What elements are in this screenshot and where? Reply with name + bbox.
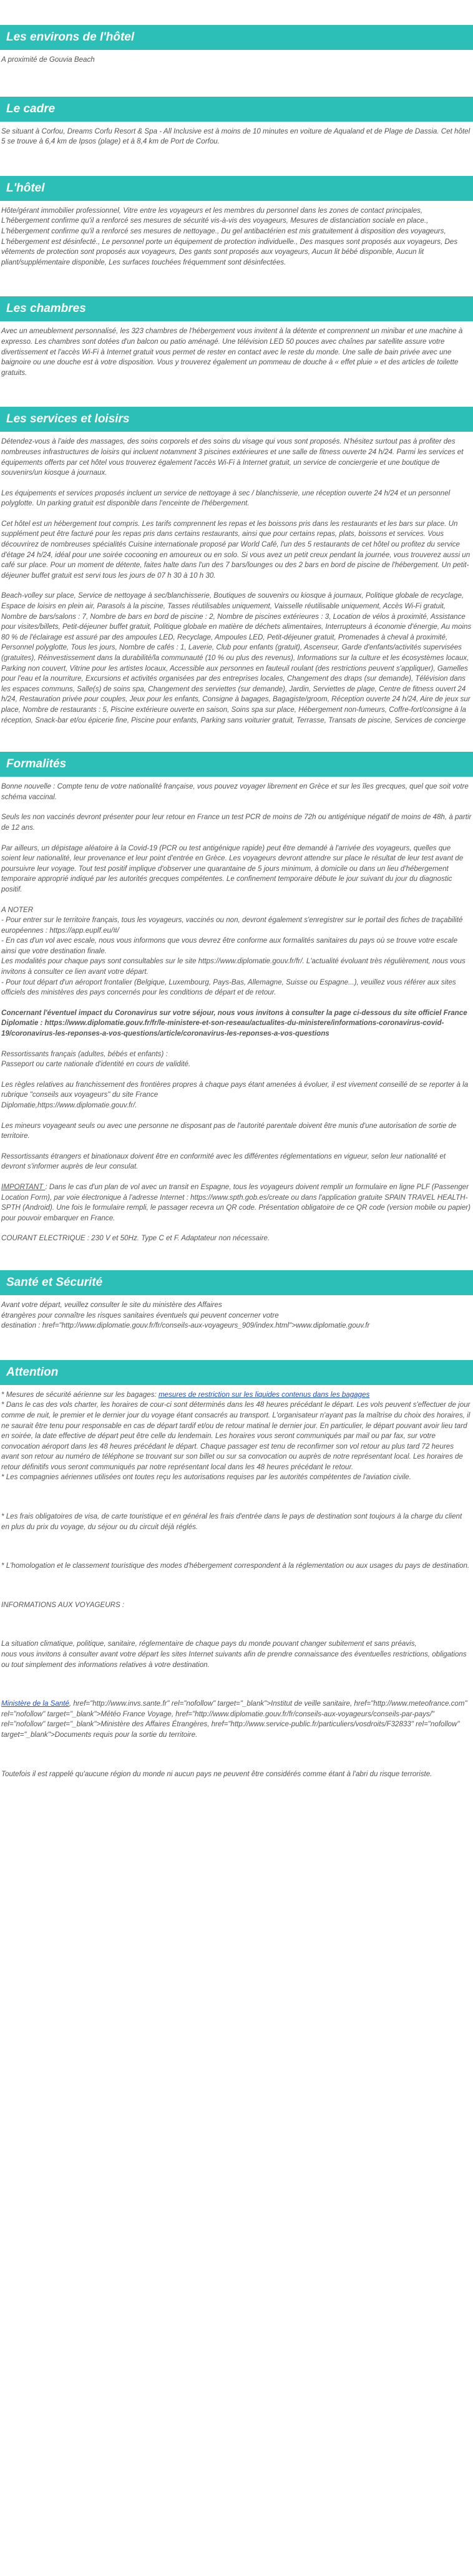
sante-line: étrangères pour connaître les risques sanitaires éventuels qui peuvent concerner votre — [1, 1311, 279, 1320]
section-title-chambres: Les chambres — [0, 296, 473, 321]
environs-text: A proximité de Gouvia Beach — [1, 56, 95, 64]
section-title-cadre: Le cadre — [0, 97, 473, 122]
section-body-formalites — [0, 777, 473, 1244]
ressortissants-francais — [1, 1049, 472, 1070]
climat-notice: La situation climatique, politique, sanitaire, réglementaire de chaque pays du monde pouvant changer subitement et sans préavis, — [1, 1640, 417, 1648]
sante-line: destination : href="http://www.diplomatie.gouv.fr/fr/conseils-aux-voyageurs_909/index.html">www.diplomatie.gouv.fr — [1, 1321, 370, 1330]
spacer — [1, 1582, 472, 1600]
section-sante — [0, 1270, 473, 1331]
spacer — [1, 1680, 472, 1699]
services-paragraph-1: Détendez-vous à l'aide des massages, des soins corporels et des soins du visage qui vous sont proposés. N'hésitez surtout pas à profiter des nombreuses infrastructures de loisirs qui incluent notamment 3 piscines extérieures et une salle de fitness ouverte 24 h/24. Parmi les services et équipements offerts par cet hôtel vous trouverez également l'accès Wi-Fi à Internet gratuit, un service de conciergerie et une boutique de souvenirs/un kiosque à journaux. — [1, 437, 464, 477]
mineurs-notice: Les mineurs voyageant seuls ou avec une personne ne disposant pas de l'autorité parentale doivent être munis d'une autorisation de sortie de territoire. — [1, 1121, 457, 1140]
ressortissants-etrangers: Ressortissants étrangers et binationaux doivent être en conformité avec les différentes réglementations en vigueur, selon leur nationalité et devront s'informer auprès de leur consulat. — [1, 1152, 446, 1171]
a-noter-line: - Pour tout départ d'un aéroport frontalier (Belgique, Luxembourg, Pays-Bas, Allemagne, Suisse ou Espagne...), veuillez vous référer aux sites officiels des ministères des pays concernés pour les conditions de départ et de retour. — [1, 978, 456, 997]
formalites-paragraph-1: Bonne nouvelle : Compte tenu de votre nationalité française, vous pouvez voyager librement en Grèce et sur les îles grecques, quel que soit votre schéma vaccinal. — [1, 782, 469, 801]
section-cadre — [0, 97, 473, 147]
section-title-environs: Les environs de l'hôtel — [0, 25, 473, 50]
section-body-chambres — [0, 321, 473, 378]
attention-visa: * Les frais obligatoires de visa, de carte touristique et en général les frais d'entrée dans le pays de destination sont toujours à la charge du client en plus du prix du voyage, du séjour ou du circuit déjà réglés. — [1, 1512, 462, 1531]
formalites-paragraph-3: Par ailleurs, un dépistage aléatoire à la Covid-19 (PCR ou test antigénique rapide) peut être demandé à l'arrivée des voyageurs, quelles que soient leur nationalité, leur provenance et leur point d'entrée en Grèce. Les voyageurs devront attendre sur place le résultat de leur test avant de poursuivre leur voyage. Tout test positif implique d'observer une quarantaine de 5 jours minimum, à domicile ou dans un lieu d'hébergement temporaire approprié indiqué par les autorités grecques compétentes. Le confinement temporaire débute le jour suivant du jour du diagnostic positif. — [1, 843, 464, 893]
chambres-text: Avec un ameublement personnalisé, les 323 chambres de l'hébergement vous invitent à la détente et comprennent un minibar et une machine à expresso. Les chambres sont dotées d'un balcon ou patio aménagé. Une télévision LED 50 pouces avec chaînes par satellite assure votre divertissement et l'accès Wi-Fi à Internet gratuit vous permet de rester en contact avec le reste du monde. Une salle de bain privée avec une baignoire ou une douche est à votre disposition. Vous y trouverez également un pommeau de douche à « effet pluie » et des articles de toilette gratuits. — [1, 327, 463, 377]
important-notice — [1, 1182, 472, 1223]
important-label: IMPORTANT — [1, 1182, 46, 1191]
sante-text — [1, 1300, 472, 1331]
section-title-hotel: L'hôtel — [0, 176, 473, 201]
section-body-hotel — [0, 201, 473, 268]
sante-line: Avant votre départ, veuillez consulter le site du ministère des Affaires — [1, 1300, 222, 1309]
section-title-attention: Attention — [0, 1360, 473, 1385]
important-text: : Dans le cas d'un plan de vol avec un transit en Espagne, tous les voyageurs doivent remplir un formulaire en ligne PLF (Passenger Location Form), par voie électronique à l'adresse Internet : https://www.spth.gob.es/create ou dans l'application gratuite SPAIN TRAVEL HEALTH-SPTH (Android). Une fois le formulaire rempli, le passager recevra un QR code. Présentation obligatoire de ce QR code (version mobile ou papier) pour pouvoir embarquer en France. — [1, 1182, 471, 1222]
hotel-text: Hôte/gérant immobilier professionnel, Vitre entre les voyageurs et les membres du personnel dans les zones de contact principales, L'hébergement confirme qu'il a renforcé ses mesures de sécurité vis-à-vis des voyageurs, Mesures de distanciation sociale en place., L'hébergement confirme qu'il a renforcé ses mesures de nettoyage., Du gel antibactérien est mis gratuitement à disposition des voyageurs, L'hébergement est désinfecté., Le personnel porte un équipement de protection individuelle., Des masques sont proposés aux voyageurs, Des vêtements de protection sont proposés aux voyageurs, Des gants sont proposés aux voyageurs, Aucun lit bébé disponible, Aucun lit pliant/supplémentaire disponible, Les surfaces touchées fréquemment sont désinfectées. — [1, 206, 458, 266]
page — [0, 25, 473, 1779]
info-voyageurs-title: INFORMATIONS AUX VOYAGEURS : — [1, 1600, 125, 1609]
cadre-text: Se situant à Corfou, Dreams Corfu Resort & Spa - All Inclusive est à moins de 10 minutes en voiture de Aqualand et de Plage de Dassia. Cet hôtel 5 se trouve à 6,4 km de Ipsos (plage) et à 8,4 km de Port de Corfou. — [1, 127, 471, 146]
links-rest: , href="http://www.invs.sante.fr" rel="nofollow" target="_blank">Institut de veille sanitaire, href="http://www.meteofrance.com" rel="nofollow" target="_blank">Météo France Voyage, href="http://www.diplomatie.gouv.fr/fr/conseils-aux-voyageurs/conseils-par-pays/" rel="nofollow" target="_blank">Ministère des Affaires Étrangères, href="http://www.service-public.fr/particuliers/vosdroits/F32833" rel="nofollow" target="_blank">Documents requis pour la sortie du territoire. — [1, 1699, 467, 1739]
section-body-services — [0, 432, 473, 726]
section-attention — [0, 1360, 473, 1779]
ministere-sante-link[interactable]: Ministère de la Santé — [1, 1699, 69, 1708]
ressortissants-line: Passeport ou carte nationale d'identité en cours de validité. — [1, 1060, 191, 1069]
formalites-a-noter — [1, 905, 472, 998]
services-paragraph-3: Cet hôtel est un hébergement tout compris. Les tarifs comprennent les repas et les boissons pris dans les restaurants et les bars sur place. Un supplément peut être facturé pour les repas pris dans certains restaurants, ainsi que pour certains repas, plats, boissons et services. Vous découvrirez de nombreuses spécialités Cuisine internationale proposé par World Café, l'un des 5 restaurants de cet hôtel ou profitez du service d'étage 24 h/24, idéal pour une soirée cocooning en amoureux ou en solo. Si vous avez un petit creux pendant la journée, vous trouverez aussi un café sur place. Pour un moment de détente, faites halte dans l'un des 7 bars/lounges ou des 2 bars en bord de piscine de l'hébergement. Un petit-déjeuner buffet gratuit est servi tous les jours de 07 h 30 à 10 h 30. — [1, 519, 471, 580]
liquids-restriction-link[interactable]: mesures de restriction sur les liquides contenus dans les bagages — [158, 1390, 370, 1399]
section-chambres — [0, 296, 473, 378]
charter-notice: * Dans le cas des vols charter, les horaires de cour-ci sont déterminés dans les 48 heures précédant le départ. Les vols peuvent s'effectuer de jour comme de nuit, le premier et le dernier jour du voyage étant consacrés au transport. L'organisateur n'ayant pas la maîtrise du choix des horaires, il ne saurait être tenu pour responsable en cas de départ tardif et/ou de retour matinal le dernier jour. En particulier, le départ pouvant avoir lieu tard en soirée, la date effective de départ peut être celle du lendemain. Les horaires vous seront communiqués par mail ou par fax, sur votre convocation aéroport dans les 48 heures précédant le départ. Chaque passager est tenu de reconfirmer son vol retour au plus tard 72 heures avant son retour au numéro de téléphone se trouvant sur son billet ou sur sa convocation ou auprès de notre représentant local. Les horaires de retour définitifs vous seront communiqués par notre représentant local dans les 48 heures précédant le retour. — [1, 1401, 471, 1471]
section-body-environs — [0, 50, 473, 66]
section-title-services: Les services et loisirs — [0, 407, 473, 432]
attention-paragraph-1 — [1, 1390, 472, 1483]
section-title-sante: Santé et Sécurité — [0, 1270, 473, 1295]
spacer — [1, 1751, 472, 1769]
regles-line: Les règles relatives au franchissement des frontières propres à chaque pays étant amenées à évoluer, il est vivement conseillé de se reporter à la rubrique "conseils aux voyageurs" du site France — [1, 1080, 469, 1099]
coronavirus-notice: Concernant l'éventuel impact du Coronavirus sur votre séjour, nous vous invitons à consulter la page ci-dessous du site officiel France Diplomatie : https://www.diplomatie.gouv.fr/fr/le-ministere-et-son-reseau/actualites-du-ministere/informations-coronavirus-covid-19/coronavirus-les-reponses-a-vos-questions/article/coronavirus-les-reponses-a-vos-questions — [1, 1008, 467, 1038]
a-noter-title: A NOTER — [1, 905, 34, 914]
regles-frontieres — [1, 1080, 472, 1111]
sites-notice: nous vous invitons à consulter avant votre départ les sites Internet suivants afin de prendre connaissance des éventuelles restrictions, obligations ou tout simplement des informations relatives à votre destination. — [1, 1650, 467, 1669]
ressortissants-line: Ressortissants français (adultes, bébés et enfants) : — [1, 1049, 168, 1058]
attention-homologation: * L'homologation et le classement touristique des modes d'hébergement correspondent à la réglementation ou aux usages du pays de destination. — [1, 1562, 470, 1570]
a-noter-line: - Pour entrer sur le territoire français, tous les voyageurs, vaccinés ou non, devront également s'enregistrer sur le portail des fiches de traçabilité européennes : https://app.euplf.eu/#/ — [1, 916, 463, 935]
services-amenities-list: Beach-volley sur place, Service de nettoyage à sec/blanchisserie, Boutiques de souvenirs ou kiosque à journaux, Politique globale de recyclage, Espace de loisirs en plein air, Parasols à la piscine, Tasses réutilisables uniquement, Vaisselle réutilisable uniquement, Accès Wi-Fi gratuit, Nombre de bars/salons : 7, Nombre de bars en bord de piscine : 2, Nombre de piscines extérieures : 3, Location de vélos à proximité, Assistance pour visites/billets, Petit-déjeuner buffet gratuit, Politique globale en matière de déchets alimentaires, Interrupteurs à économie d'énergie, Au moins 80 % de l'éclairage est assuré par des ampoules LED, Recyclage, Ampoules LED, Petit-déjeuner gratuit, Promenades à cheval à proximité, Personnel polyglotte, Tous les jours, Nombre de cafés : 1, Laverie, Club pour enfants (gratuit), Ascenseur, Garde d'enfants/activités supervisées (gratuites), Réinvestissement dans la durabilité/la communauté (10 % ou plus des revenus), Informations sur la culture et les écosystèmes locaux, Parking non couvert, Vitrine pour les artistes locaux, Accessible aux personnes en fauteuil roulant (des restrictions peuvent s'appliquer), Gamelles pour l'eau et la nourriture, Excursions et activités organisées par des entreprises locales, Changement des draps (sur demande), Télévision dans les espaces communs, Salle(s) de soins spa, Changement des serviettes (sur demande), Jardin, Serviettes de plage, Centre de fitness ouvert 24 h/24, Restauration privée pour couples, Jeux pour les enfants, Consigne à bagages, Bagagiste/groom, Réception ouverte 24 h/24, Aire de jeux sur place, Nombre de restaurants : 5, Piscine extérieure ouverte en saison, Soins spa sur place, Hébergement non-fumeurs, Coffre-fort/consigne à la réception, Snack-bar et/ou épicerie fine, Piscine pour enfants, Parking sans voiturier gratuit, Terrasse, Transats de piscine, Services de concierge — [1, 591, 472, 724]
spacer — [1, 1493, 472, 1512]
section-hotel — [0, 176, 473, 268]
terrorism-notice: Toutefois il est rappelé qu'aucune région du monde ni aucun pays ne peuvent être considérés comme étant à l'abri du risque terroriste. — [1, 1769, 432, 1778]
section-services — [0, 407, 473, 726]
services-paragraph-2: Les équipements et services proposés incluent un service de nettoyage à sec / blanchisserie, une réception ouverte 24 h/24 et un personnel polyglotte. Un parking gratuit est disponible dans l'enceinte de l'hébergement. — [1, 488, 451, 508]
spacer — [1, 1542, 472, 1561]
formalites-paragraph-2: Seuls les non vaccinés devront présenter pour leur retour en France un test PCR de moins de 72h ou antigénique négatif de moins de 48h, à partir de 12 ans. — [1, 813, 472, 832]
a-noter-line: - En cas d'un vol avec escale, nous vous informons que vous devrez être conforme aux formalités sanitaires du pays où se trouve votre escale ainsi que votre destination finale. — [1, 936, 458, 955]
a-noter-line: Les modalités pour chaque pays sont consultables sur le site https://www.diplomatie.gouv.fr/fr/. L'actualité évoluant très régulièrement, nous vous invitons à consulter ce lien avant votre départ. — [1, 957, 466, 976]
section-formalites — [0, 752, 473, 1244]
section-body-sante — [0, 1295, 473, 1331]
section-body-attention — [0, 1385, 473, 1779]
section-body-cadre — [0, 122, 473, 147]
airlines-notice: * Les compagnies aériennes utilisées ont toutes reçu les autorisations requises par les autorités compétentes de l'aviation civile. — [1, 1473, 411, 1482]
spacer — [1, 1620, 472, 1639]
regles-line: Diplomatie,https://www.diplomatie.gouv.fr/. — [1, 1101, 137, 1109]
courant-electrique: COURANT ELECTRIQUE : 230 V et 50Hz. Type C et F. Adaptateur non nécessaire. — [1, 1234, 270, 1243]
attention-prefix: * Mesures de sécurité aérienne sur les bagages: — [1, 1390, 158, 1399]
links-list — [1, 1699, 472, 1740]
section-title-formalites: Formalités — [0, 752, 473, 777]
section-environs — [0, 25, 473, 66]
